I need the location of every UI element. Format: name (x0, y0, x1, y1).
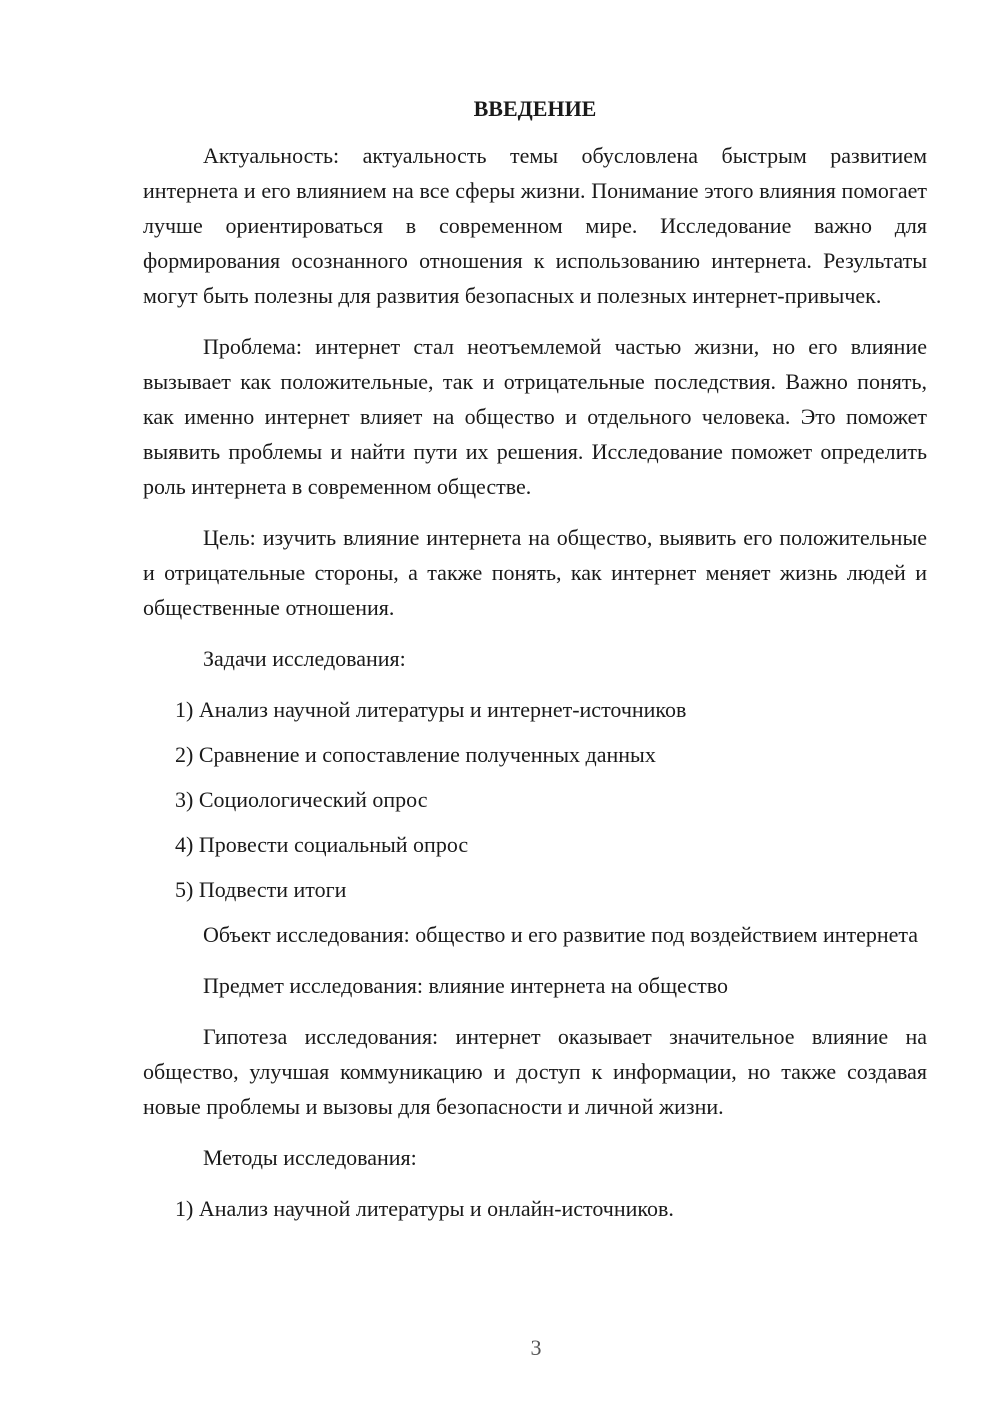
object-paragraph: Объект исследования: общество и его развитие под воздействием интернета (203, 922, 919, 947)
task-item: 2) Сравнение и сопоставление полученных данных (175, 742, 656, 767)
methods-label: Методы исследования: (203, 1145, 417, 1170)
relevance-paragraph: Актуальность: актуальность темы обусловлена быстрым развитием интернета и его влиянием на все сферы жизни. Понимание этого влияния помогает лучше ориентироваться в современном мире. Исследование важно для формирования осознанного отношения к использованию интернета. Результаты могут быть полезны для развития безопасных и полезных интернет-привычек. (143, 143, 927, 308)
section-heading: ВВЕДЕНИЕ (473, 96, 597, 121)
page-number: 3 (530, 1335, 542, 1360)
subject-paragraph: Предмет исследования: влияние интернета на общество (203, 973, 728, 998)
tasks-list (143, 692, 927, 907)
goal-paragraph: Цель: изучить влияние интернета на общество, выявить его положительные и отрицательные стороны, а также понять, как интернет меняет жизнь людей и общественные отношения. (143, 525, 927, 620)
task-item: 5) Подвести итоги (175, 877, 347, 902)
methods-list (143, 1191, 927, 1226)
task-item: 3) Социологический опрос (175, 787, 428, 812)
page-content (143, 94, 927, 1236)
tasks-label: Задачи исследования: (203, 646, 406, 671)
task-item: 1) Анализ научной литературы и интернет-источников (175, 697, 687, 722)
hypothesis-paragraph: Гипотеза исследования: интернет оказывает значительное влияние на общество, улучшая коммуникацию и доступ к информации, но также создавая новые проблемы и вызовы для безопасности и личной жизни. (143, 1024, 927, 1119)
task-item: 4) Провести социальный опрос (175, 832, 469, 857)
problem-paragraph: Проблема: интернет стал неотъемлемой частью жизни, но его влияние вызывает как положительные, так и отрицательные последствия. Важно понять, как именно интернет влияет на общество и отдельного человека. Это поможет выявить проблемы и найти пути их решения. Исследование поможет определить роль интернета в современном обществе. (143, 334, 927, 499)
method-item: 1) Анализ научной литературы и онлайн-источников. (175, 1196, 674, 1221)
